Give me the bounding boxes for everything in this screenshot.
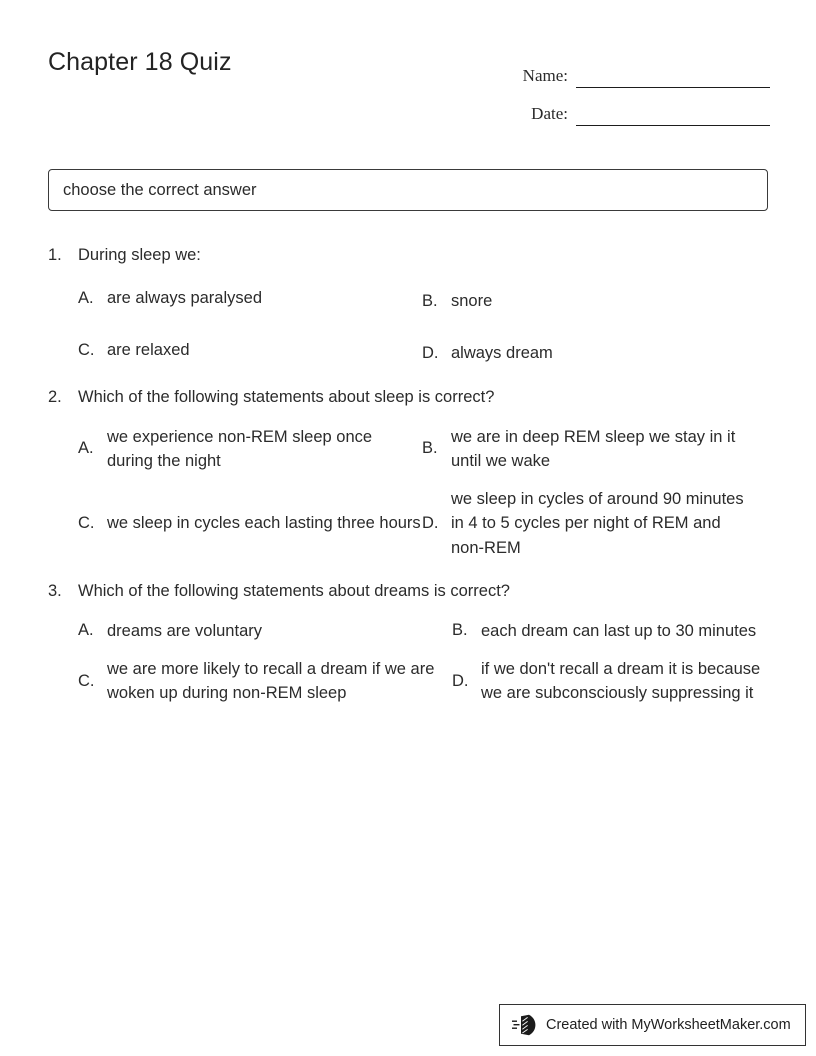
option-d[interactable] xyxy=(422,487,752,560)
question-text: During sleep we: xyxy=(78,246,201,264)
options-row xyxy=(78,619,786,643)
question-text: Which of the following statements about dreams is correct? xyxy=(78,581,510,600)
question-heading xyxy=(48,246,786,265)
option-letter: B. xyxy=(422,291,438,310)
option-text: dreams are voluntary xyxy=(107,621,262,640)
name-label: Name: xyxy=(522,66,568,85)
date-label: Date: xyxy=(531,104,568,123)
question-heading xyxy=(48,582,786,601)
question-item xyxy=(0,246,816,366)
option-a[interactable] xyxy=(78,283,422,313)
options-row xyxy=(78,657,786,706)
question-item xyxy=(0,388,816,560)
option-c[interactable] xyxy=(78,657,452,706)
question-number: 3. xyxy=(48,581,62,600)
option-a[interactable] xyxy=(78,425,422,474)
option-b[interactable] xyxy=(452,619,772,643)
name-date-block xyxy=(470,50,770,126)
option-text: are relaxed xyxy=(107,341,190,360)
option-letter: C. xyxy=(78,340,95,359)
option-letter: C. xyxy=(78,671,95,690)
question-heading xyxy=(48,388,786,407)
options-grid xyxy=(48,425,786,560)
option-text: we experience non-REM sleep once during the night xyxy=(107,427,373,470)
option-text: we are in deep REM sleep we stay in it until we wake xyxy=(451,427,736,470)
options-row xyxy=(78,283,786,313)
instruction-text: choose the correct answer xyxy=(63,180,257,199)
question-item xyxy=(0,582,816,706)
option-b[interactable] xyxy=(422,283,768,313)
option-letter: A. xyxy=(78,621,94,640)
question-number: 1. xyxy=(48,246,62,264)
option-c[interactable] xyxy=(78,487,422,560)
option-letter: B. xyxy=(422,439,438,458)
options-row xyxy=(78,487,786,560)
question-number: 2. xyxy=(48,387,62,406)
worksheet-maker-badge[interactable] xyxy=(499,1004,806,1046)
name-row xyxy=(470,50,770,88)
options-row xyxy=(78,425,786,474)
option-text: are always paralysed xyxy=(107,289,262,307)
option-a[interactable] xyxy=(78,619,452,643)
options-row xyxy=(78,335,786,365)
questions-list xyxy=(0,246,816,728)
options-grid xyxy=(48,283,786,366)
page-title: Chapter 18 Quiz xyxy=(48,48,232,76)
worksheet-maker-badge-text: Created with MyWorksheetMaker.com xyxy=(546,1017,791,1033)
instruction-box xyxy=(48,169,768,211)
option-d[interactable] xyxy=(452,657,772,706)
option-c[interactable] xyxy=(78,335,422,365)
date-row xyxy=(470,88,770,126)
option-letter: A. xyxy=(78,288,94,307)
option-letter: D. xyxy=(422,343,439,362)
option-letter: D. xyxy=(452,671,469,690)
option-d[interactable] xyxy=(422,335,768,365)
option-letter: B. xyxy=(452,621,468,640)
date-input-line[interactable] xyxy=(576,105,770,126)
question-text: Which of the following statements about sleep is correct? xyxy=(78,387,495,406)
option-text: always dream xyxy=(451,344,553,363)
options-grid xyxy=(48,619,786,706)
option-letter: A. xyxy=(78,439,94,458)
name-input-line[interactable] xyxy=(576,67,770,88)
option-text: we sleep in cycles of around 90 minutes in 4 to 5 cycles per night of REM and non-REM xyxy=(451,490,744,557)
option-text: we are more likely to recall a dream if we are woken up during non-REM sleep xyxy=(107,660,435,703)
option-b[interactable] xyxy=(422,425,752,474)
option-letter: C. xyxy=(78,513,95,532)
option-text: snore xyxy=(451,292,493,310)
option-text: each dream can last up to 30 minutes xyxy=(481,621,757,640)
option-letter: D. xyxy=(422,513,439,532)
option-text: if we don't recall a dream it is because we are subconsciously suppressing it xyxy=(481,660,761,703)
option-text: we sleep in cycles each lasting three hours xyxy=(107,514,421,533)
worksheet-maker-logo-icon xyxy=(500,1014,542,1036)
